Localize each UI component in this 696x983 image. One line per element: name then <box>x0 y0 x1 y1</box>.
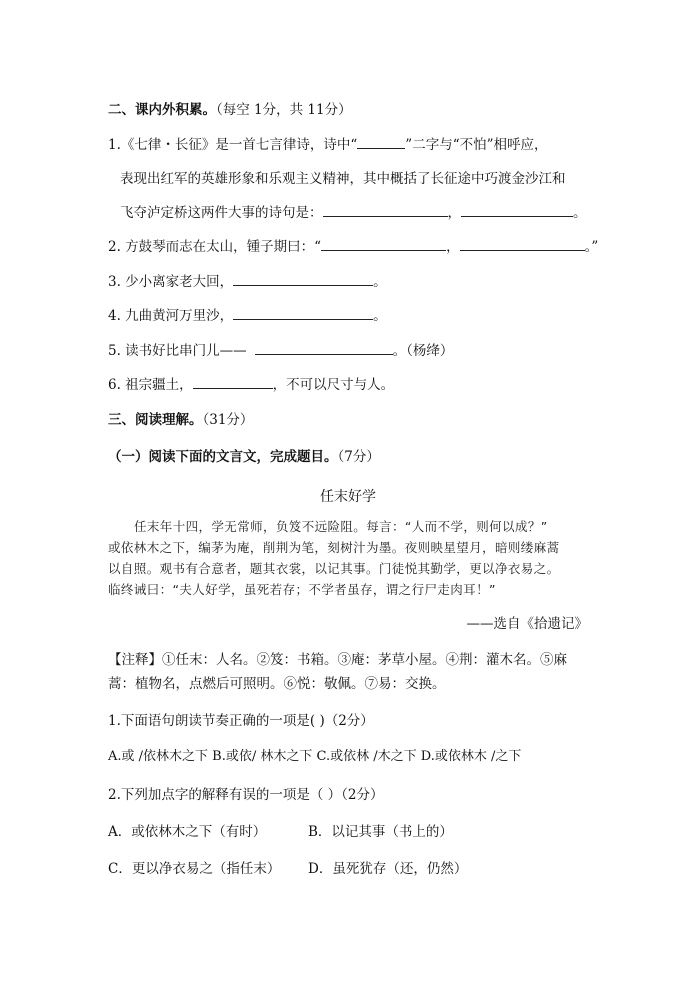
q5-line <box>108 342 453 360</box>
q1-line3 <box>120 204 587 222</box>
q1-end: 。 <box>573 205 587 221</box>
q3-end: 。 <box>373 274 387 290</box>
section2-title <box>108 101 352 119</box>
notes-line-1: 【注释】①任末：人名。②笈：书箱。③庵：茅草小屋。④荆：灌木名。⑤麻 <box>108 652 567 668</box>
part1-score: （7分） <box>337 449 380 465</box>
section2-heading: 二、课内外积累。 <box>108 102 216 118</box>
rq2-option-b: B．以记其事（书上的） <box>308 824 453 840</box>
part1-title <box>108 448 380 466</box>
part1-heading: （一）阅读下面的文言文，完成题目。 <box>108 449 338 465</box>
q2-sep: ， <box>446 239 460 255</box>
rq2-stem: 2.下列加点字的解释有误的一项是（ ）（2分） <box>108 787 384 803</box>
rq2-option-d: D．虽死犹存（还，仍然） <box>308 861 468 877</box>
q2-line <box>108 238 598 256</box>
q5-end: 。（杨绛） <box>392 343 454 359</box>
passage-title: 任末好学 <box>320 489 376 505</box>
passage-line: 或依林木之下，编茅为庵，削荆为笔，刻树汁为墨。夜则映星望月，暗则缕麻蒿 <box>108 540 560 555</box>
section3-heading: 三、阅读理解。 <box>108 412 203 428</box>
passage-line: 任末年十四，学无常师，负笈不远险阻。每言：“人而不学，则何以成？” <box>134 519 548 534</box>
q1-blank-2[interactable] <box>323 204 448 217</box>
q3-line <box>108 273 387 291</box>
q1-text-c: 飞夺泸定桥这两件大事的诗句是： <box>120 205 323 221</box>
section3-title <box>108 411 253 429</box>
q6-end: ，不可以尺寸与人。 <box>272 377 395 393</box>
q1-sep: ， <box>447 205 461 221</box>
q5-text: 5. 读书好比串门儿—— <box>108 343 247 359</box>
q2-blank-1[interactable] <box>321 238 446 251</box>
passage-body <box>108 516 600 600</box>
q1-text-b: ”二字与“不怕”相呼应， <box>405 137 548 153</box>
q1-blank-1[interactable] <box>357 136 405 149</box>
section2-score: （每空 1分，共 11分） <box>216 102 352 118</box>
passage-line: 以自照。观书有合意者，题其衣裳，以记其事。门徒悦其勤学，更以净衣易之。 <box>108 561 560 576</box>
q4-text: 4. 九曲黄河万里沙， <box>108 308 234 324</box>
passage-source: ——选自《拾遗记》 <box>466 616 588 632</box>
rq2-option-c: C．更以净衣易之（指任末） <box>108 861 281 877</box>
q1-text-a: 1.《七律・长征》是一首七言律诗，诗中“ <box>108 137 358 153</box>
rq2-option-a: A．或依林木之下（有时） <box>108 824 267 840</box>
q4-blank[interactable] <box>233 307 373 320</box>
notes-line-2: 蒿：植物名，点燃后可照明。⑥悦：敬佩。⑦易：交换。 <box>108 676 446 692</box>
q2-end: 。” <box>584 239 599 255</box>
q4-line <box>108 307 387 325</box>
q5-blank[interactable] <box>255 342 393 355</box>
notes <box>108 648 598 696</box>
rq1-options: A.或 /依林木之下 B.或依/ 林木之下 C.或依林 /木之下 D.或依林木 /之下 <box>108 749 522 764</box>
passage-line: 临终诫曰：“夫人好学，虽死若存；不学者虽存，谓之行尸走肉耳！” <box>108 582 496 597</box>
q3-text: 3. 少小离家老大回， <box>108 274 234 290</box>
q1-line1 <box>108 136 548 154</box>
q6-blank[interactable] <box>193 376 273 389</box>
q6-text: 6. 祖宗疆土， <box>108 377 193 393</box>
q2-text: 2. 方鼓琴而志在太山，锺子期曰：“ <box>108 239 322 255</box>
q3-blank[interactable] <box>233 273 373 286</box>
q6-line <box>108 376 394 394</box>
q1-blank-3[interactable] <box>461 204 573 217</box>
q4-end: 。 <box>373 308 387 324</box>
rq1-stem: 1.下面语句朗读节奏正确的一项是( )（2分） <box>108 713 374 729</box>
q1-line2: 表现出红军的英雄形象和乐观主义精神，其中概括了长征途中巧渡金沙江和 <box>120 171 566 187</box>
section3-score: （31分） <box>202 412 254 428</box>
q2-blank-2[interactable] <box>460 238 585 251</box>
